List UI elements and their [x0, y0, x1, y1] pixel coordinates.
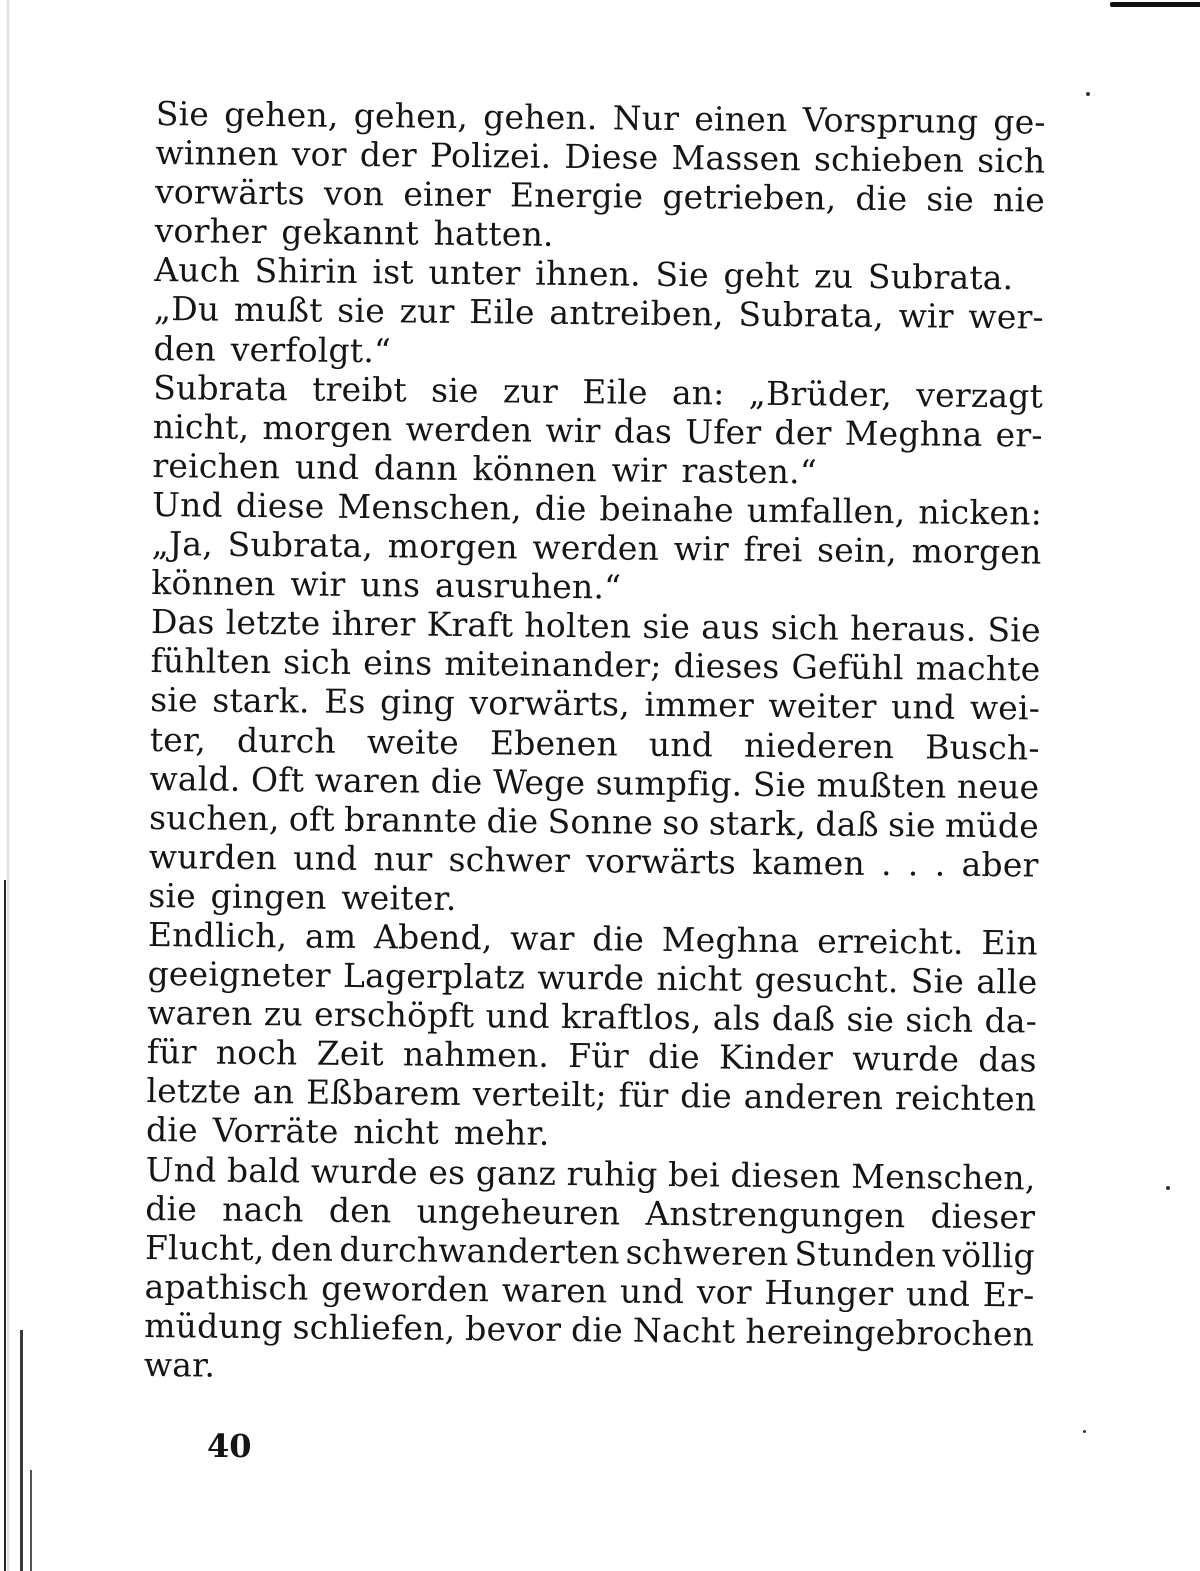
- text-line: „Ja, Subrata, morgen werden wir frei sein, morgen: [151, 524, 1042, 572]
- binding-shadow: [20, 1330, 23, 1571]
- text-line: für noch Zeit nahmen. Für die Kinder wurde das: [146, 1032, 1037, 1080]
- paragraph: [144, 1149, 1036, 1392]
- text-line: Sie gehen, gehen, gehen. Nur einen Vorsprung ge-: [155, 94, 1046, 142]
- paragraph: [146, 915, 1038, 1158]
- corner-mark: [1110, 2, 1200, 7]
- text-line: können wir uns ausruhen.“: [151, 563, 622, 607]
- text-line: apathisch geworden waren und vor Hunger und Er-: [144, 1266, 1035, 1315]
- text-line: sie gingen weiter.: [148, 875, 457, 918]
- text-line: letzte an Eßbarem verteilt; für die anderen reichten: [146, 1071, 1037, 1119]
- text-line: wald. Oft waren die Wege sumpfig. Sie mußten neue: [149, 758, 1040, 807]
- text-line: fühlten sich eins miteinander; dieses Gefühl machte: [150, 641, 1041, 689]
- text-line: nicht, morgen werden wir das Ufer der Meghna er-: [152, 406, 1043, 455]
- paragraph: [148, 602, 1041, 923]
- binding-shadow: [4, 880, 6, 1571]
- text-line: reichen und dann können wir rasten.“: [152, 445, 818, 492]
- scan-speck: [1086, 92, 1090, 96]
- text-line: geeigneter Lagerplatz wurde nicht gesucht. Sie alle: [147, 954, 1038, 1002]
- text-line: ter, durch weite Ebenen und niederen Busch-: [149, 719, 1040, 768]
- text-line: Subrata treibt sie zur Eile an: „Brüder, verzagt: [152, 367, 1044, 416]
- text-line: vorher gekannt hatten.: [154, 211, 554, 255]
- text-line: vorwärts von einer Energie getrieben, die sie nie: [154, 172, 1046, 220]
- paragraph: [154, 94, 1045, 259]
- body-text: [144, 94, 1046, 1393]
- text-line: war.: [143, 1344, 216, 1385]
- scan-speck: [1166, 1186, 1170, 1190]
- paragraph: [151, 485, 1042, 611]
- text-line: wurden und nur schwer vorwärts kamen . . . aber: [148, 836, 1039, 885]
- text-line: „Du mußt sie zur Eile antreiben, Subrata, wir wer-: [153, 289, 1045, 338]
- text-line: winnen vor der Polizei. Diese Massen schieben sich: [155, 133, 1046, 181]
- text-line: den verfolgt.“: [153, 328, 392, 370]
- paragraph: [153, 289, 1044, 376]
- text-line: waren zu erschöpft und kraftlos, als daß sie sich da-: [146, 993, 1038, 1041]
- text-line: die Vorräte nicht mehr.: [145, 1110, 550, 1154]
- text-line: die nach den ungeheuren Anstrengungen dieser: [145, 1188, 1036, 1237]
- page-number: 40: [207, 1427, 252, 1465]
- scan-speck: [1083, 1430, 1086, 1433]
- binding-shadow: [30, 1470, 32, 1571]
- text-line: Flucht, den durchwanderten schweren Stunden völlig: [144, 1227, 1036, 1276]
- text-line: Das letzte ihrer Kraft holten sie aus sich heraus. Sie: [150, 602, 1042, 650]
- text-line: Und diese Menschen, die beinahe umfallen, nicken:: [151, 484, 1043, 533]
- paragraph: [152, 368, 1043, 494]
- text-line: Endlich, am Abend, war die Meghna erreicht. Ein: [147, 914, 1039, 963]
- text-line: Auch Shirin ist unter ihnen. Sie geht zu Subrata.: [154, 250, 1014, 298]
- text-line: müdung schliefen, bevor die Nacht hereingebrochen: [143, 1305, 1035, 1354]
- text-line: suchen, oft brannte die Sonne so stark, daß sie müde: [148, 797, 1040, 846]
- text-line: Und bald wurde es ganz ruhig bei diesen Menschen,: [145, 1149, 1036, 1198]
- text-line: sie stark. Es ging vorwärts, immer weiter und wei-: [149, 680, 1041, 728]
